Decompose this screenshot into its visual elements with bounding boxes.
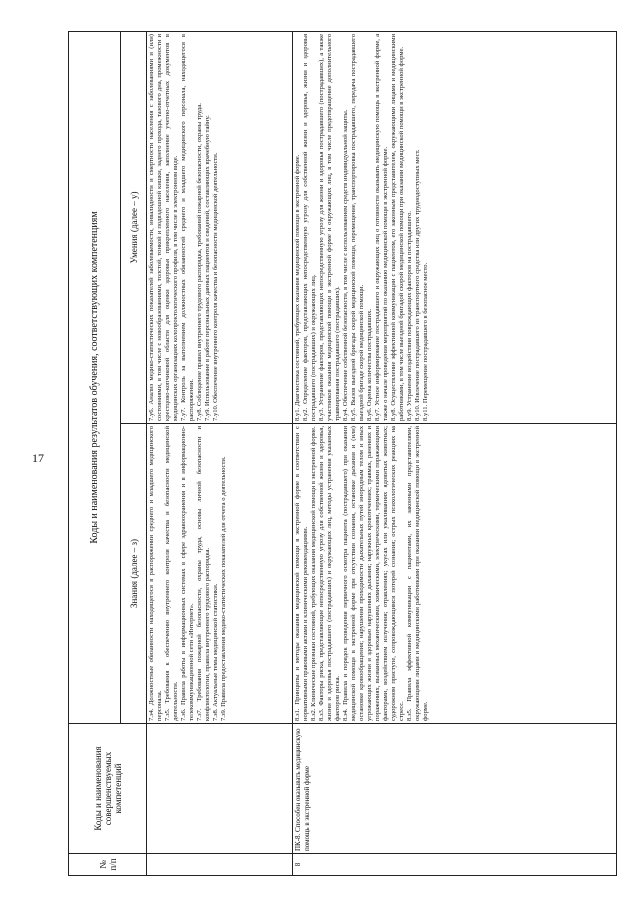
skill-item: 8.у2. Определение факторов, представляющих непосредственную угрозу для собственной жизни и здоровья, жизни и здоровья пострадавшего (пострадавших) и окружающих лиц. <box>302 33 317 421</box>
row-number <box>147 854 293 876</box>
row-skills <box>147 31 293 423</box>
row-knowledge <box>293 424 617 724</box>
skill-item: 8.у11. Перемещение пострадавшего в безопасное место. <box>422 262 429 421</box>
header-codes: Коды и наименования совершенствуемых компетенций <box>69 724 147 854</box>
knowledge-item: 8.з4. Правила и порядок проведения первичного осмотра пациента (пострадавшего) при оказании медицинской помощи в экстренной форме при отсутствии сознания, остановке дыхания и (или) остановке кровообращения; нарушении проходимости дыхательных путей инородным телом и иных угрожающих жизни и здоровью нарушениях дыхания; наружных кровотечениях; травмах, ранениях и поражениях, вызванных механическими, химическими, электрическими, термическими поражающими факторами, воздействием излучения; отравлениях; укусах или ужаливаниях ядовитых животных; судорожном приступе, сопровождающимся потерей сознания; острых психологических реакциях на стресс. <box>342 426 405 721</box>
skill-item: 8.у7. Устное информирование пострадавшего и окружающих лиц о готовности оказывать медицинскую помощь в экстренной форме, а также о начале проведения мероприятий по оказанию медицинской помощи в экстренной форме. <box>374 33 389 421</box>
knowledge-item: 7.з9. Правила предоставления медико-статистических показателей для отчета о деятельности. <box>220 456 227 721</box>
knowledge-item: 8.з3. Факторы риска, представляющие непосредственную угрозу для собственной жизни и здоровья, жизни и здоровья пострадавшего (пострадавших) и окружающих лиц, методы устранения указанных факторов риска. <box>318 426 341 721</box>
row-number: 8 <box>293 854 617 876</box>
header-knowledge: Знания (далее – з) <box>121 424 147 724</box>
skill-item: 8.у5. Вызов выездной бригады скорой медицинской помощи, перемещение, транспортировка пострадавшего, передача пострадавшего выездной бригаде скорой медицинской помощи. <box>350 33 365 421</box>
page-number: 17 <box>32 451 44 465</box>
rotated-page-content <box>68 32 616 876</box>
table-header-row <box>69 31 121 875</box>
skill-item: 7.у10. Обеспечение внутреннего контроля качества и безопасности медицинской деятельности. <box>212 152 219 421</box>
skill-item: 8.у3. Устранение факторов, представляющих непосредственную угрозу для жизни и здоровья пострадавшего (пострадавших), а также участников оказания медицинской помощи в экстренной форме и окружающих лиц, в том числе предотвращение дополнительного травмирования пострадавшего (пострадавших). <box>318 33 341 421</box>
competence-table <box>68 31 617 876</box>
row-knowledge <box>147 424 293 724</box>
skill-item: 7.у8. Соблюдение правил внутреннего трудового распорядка, требований пожарной безопасности, охраны труда. <box>196 103 203 421</box>
header-num: № п/п <box>69 854 147 876</box>
skill-item: 7.у7. Контроль за выполнением должностных обязанностей среднего и младшего медицинского персонала, находящегося в распоряжении. <box>180 33 195 421</box>
skill-item: 8.у8. Осуществление эффективной коммуникации с пациентом, его законным представителем, окружающими лицами и медицинскими работниками, в том числе выездной бригадой скорой медицинской помощи при оказании медицинской помощи в экстренной форме. <box>390 33 405 421</box>
table-row <box>293 31 617 875</box>
knowledge-item: 8.з5. Правила эффективной коммуникации с пациентами, их законными представителями, окружающими лицами и медицинскими работниками при оказании медицинской помощи в экстренной форме. <box>406 426 429 721</box>
skill-item: 8.у4. Обеспечение собственной безопасности, в том числе с использованием средств индивидуальной защиты. <box>342 109 349 421</box>
skill-item: 8.у9. Устранение воздействия повреждающих факторов на пострадавшего. <box>406 210 413 421</box>
table-row <box>147 31 293 875</box>
row-skills <box>293 31 617 423</box>
knowledge-item: 8.з2. Клинические признаки состояний, требующих оказания медицинской помощи в экстренной форме. <box>310 426 317 721</box>
skill-item: 7.у9. Использование в работе персональных данных пациентов и сведений, составляющих врачебную тайну. <box>204 115 211 421</box>
knowledge-item: 7.з4. Должностные обязанности находящегося в распоряжении среднего и младшего медицинского персонала. <box>148 426 163 721</box>
knowledge-item: 7.з7. Требования пожарной безопасности, охраны труда, основы личной безопасности и конфликтологии, правила внутреннего трудового распорядка. <box>196 426 211 721</box>
knowledge-item: 8.з1. Принципы и методы оказания медицинской помощи в экстренной форме в соответствии с нормативными правовыми актами и клиническими рекомендациями. <box>294 426 309 721</box>
skill-item: 8.у10. Извлечение пострадавшего из транспортного средства или других труднодоступных мест. <box>414 149 421 421</box>
header-group: Коды и наименования результатов обучения, соответствующих компетенциям <box>69 31 121 723</box>
knowledge-item: 7.з8. Актуальные темы медицинской статистики. <box>212 583 219 721</box>
knowledge-item: 7.з5. Требования к обеспечению внутреннего контроля качества и безопасности медицинской деятельности. <box>164 426 179 721</box>
skill-item: 8.у1. Диагностика состояний, требующих оказания медицинской помощи в экстренной форме. <box>294 154 301 421</box>
skill-item: 7.у6. Анализ медико-статистических показателей заболеваемости, инвалидности и смертности населения с заболеваниями и (или) состояниями, в том числе с новообразованиями, толстой, тонкой и подвздошной кишки, заднего прохода, тазового дна, промежности и крестцово-копчиковой области для оценки здоровья прикрепленного населения, заполнение учетно-отчетных документов в медицинских организациях колопроктологического профиля, в том числе в электронном виде. <box>148 33 179 421</box>
header-skills: Умения (далее – у) <box>121 31 147 423</box>
knowledge-item: 7.з6. Правила работы в информационных системах в сфере здравоохранения и в информационно-телекоммуникационной сети «Интернет». <box>180 426 195 721</box>
row-competence <box>147 724 293 854</box>
row-competence: ПК-8. Способен оказывать медицинскую помощь в экстренной форме <box>293 724 617 854</box>
skill-item: 8.у6. Оценка количества пострадавших. <box>366 308 373 421</box>
